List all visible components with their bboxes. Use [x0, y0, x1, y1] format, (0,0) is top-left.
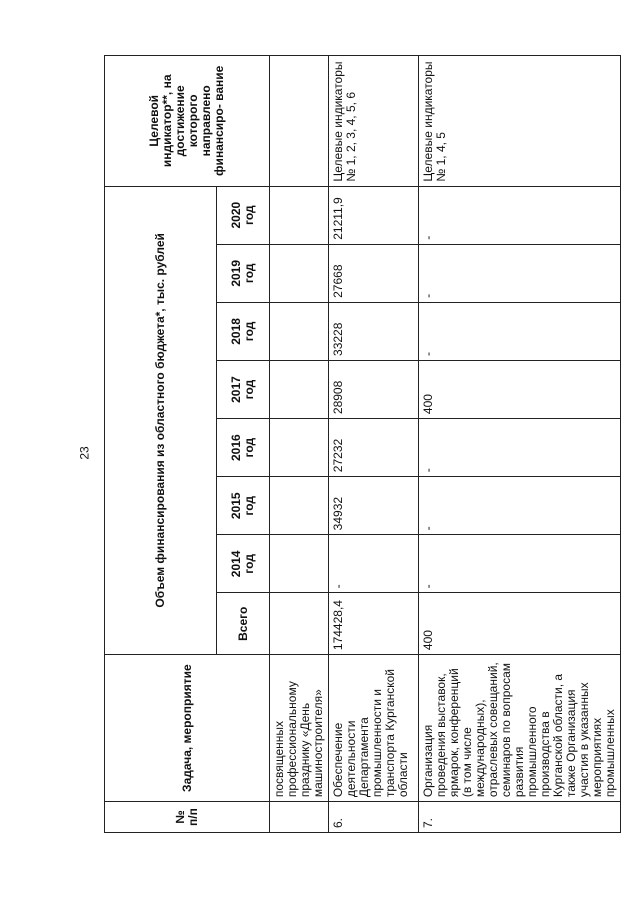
row-2019: - — [419, 244, 621, 302]
row-indicator — [270, 56, 329, 187]
row-indicator: Целевые индикаторы № 1, 4, 5 — [419, 56, 621, 187]
header-year-2019: 2019 год — [217, 244, 270, 302]
row-2020 — [270, 186, 329, 244]
header-task: Задача, мероприятие — [105, 655, 270, 802]
header-year-2015: 2015 год — [217, 477, 270, 535]
row-2019: 27668 — [329, 244, 419, 302]
row-2015: - — [419, 477, 621, 535]
row-2020: 21211,9 — [329, 186, 419, 244]
header-year-2018: 2018 год — [217, 302, 270, 360]
row-2018: 33228 — [329, 302, 419, 360]
row-2014 — [270, 535, 329, 593]
row-2020: - — [419, 186, 621, 244]
header-indicator: Целевой индикатор**, на достижение которого направлено финансиро- вание — [105, 56, 270, 187]
row-2017: 28908 — [329, 360, 419, 418]
row-2015: 34932 — [329, 477, 419, 535]
table-row — [329, 56, 419, 833]
row-num — [270, 802, 329, 833]
row-2015 — [270, 477, 329, 535]
row-num: 6. — [329, 802, 419, 833]
header-num: № п/п — [105, 802, 270, 833]
row-2016: 27232 — [329, 419, 419, 477]
row-2017: 400 — [419, 360, 621, 418]
row-2016: - — [419, 419, 621, 477]
row-2019 — [270, 244, 329, 302]
funding-table — [104, 55, 621, 833]
row-task: посвященных профессиональному празднику «День машиностроителя» — [270, 655, 329, 802]
header-year-2017: 2017 год — [217, 360, 270, 418]
header-year-2016: 2016 год — [217, 419, 270, 477]
row-indicator: Целевые индикаторы № 1, 2, 3, 4, 5, 6 — [329, 56, 419, 187]
row-2016 — [270, 419, 329, 477]
table-row — [419, 56, 621, 833]
row-task: Организация проведения выставок, ярмарок, конференций (в том числе международных), отраслевых совещаний, семинаров по вопросам развития промышленного производства в Курганской области, а также Организация участия в указанных мероприятиях промышленных — [419, 655, 621, 802]
row-2014: - — [419, 535, 621, 593]
header-total: Всего — [217, 593, 270, 655]
row-num: 7. — [419, 802, 621, 833]
row-total: 174428,4 — [329, 593, 419, 655]
header-year-2020: 2020 год — [217, 186, 270, 244]
header-year-2014: 2014 год — [217, 535, 270, 593]
row-2017 — [270, 360, 329, 418]
row-total: 400 — [419, 593, 621, 655]
row-2014: - — [329, 535, 419, 593]
row-total — [270, 593, 329, 655]
row-2018 — [270, 302, 329, 360]
rotated-table-container — [104, 55, 622, 833]
row-task: Обеспечение деятельности Департамента промышленности и транспорта Курганской области — [329, 655, 419, 802]
page-number: 23 — [77, 446, 92, 460]
table-row — [270, 56, 329, 833]
header-funding: Объем финансирования из областного бюджета*, тыс. рублей — [105, 186, 217, 655]
row-2018: - — [419, 302, 621, 360]
